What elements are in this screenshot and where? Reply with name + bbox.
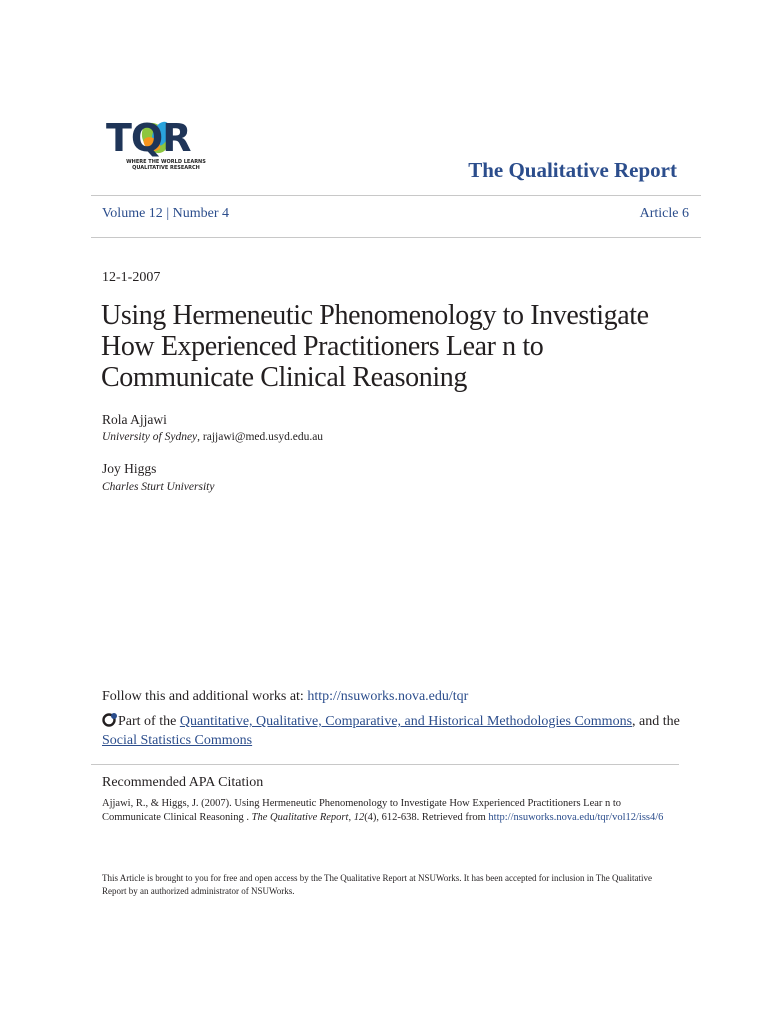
- commons-line: [102, 712, 692, 750]
- tqr-url-link[interactable]: http://nsuworks.nova.edu/tqr: [307, 689, 469, 704]
- citation-journal: The Qualitative Report: [251, 812, 349, 823]
- issue-info: [102, 206, 229, 222]
- volume-link[interactable]: Volume 12: [102, 206, 163, 221]
- author-name: Joy Higgs: [102, 461, 157, 476]
- access-note: This Article is brought to you for free and open access by the The Qualitative Report at NSUWorks. It has been accepted for inclusion in The Qualitative Report by an authorized administrator of NSUWorks.: [102, 873, 653, 896]
- author-email: , rajjawi@med.usyd.edu.au: [197, 431, 324, 443]
- citation-volume: 12: [353, 812, 365, 823]
- commons-icon: [102, 712, 118, 727]
- logo-tagline: WHERE THE WORLD LEARNS QUALITATIVE RESEARCH: [126, 159, 206, 171]
- tqr-logo: [106, 118, 216, 176]
- follow-line: [102, 689, 468, 705]
- paper-title: Using Hermeneutic Phenomenology to Investigate How Experienced Practitioners Lear n to Communicate Clinical Reasoning: [101, 300, 649, 393]
- follow-text: Follow this and additional works at:: [102, 689, 308, 704]
- citation-heading: Recommended APA Citation: [102, 775, 264, 790]
- divider: [91, 764, 679, 765]
- affiliation-name: University of Sydney: [102, 431, 198, 443]
- author-name: Rola Ajjawi: [102, 412, 167, 427]
- publication-date: 12-1-2007: [102, 270, 161, 285]
- divider: [91, 195, 701, 196]
- commons-prefix: Part of the: [118, 714, 180, 729]
- citation-part: (4), 612-638. Retrieved from: [364, 812, 489, 823]
- number-link[interactable]: Number 4: [172, 206, 230, 221]
- methodologies-commons-link[interactable]: Quantitative, Qualitative, Comparative, and Historical Methodologies Commons: [179, 714, 633, 729]
- social-statistics-commons-link[interactable]: Social Statistics Commons: [102, 733, 253, 748]
- author-affiliation: Charles Sturt University: [102, 481, 215, 493]
- article-link[interactable]: Article 6: [639, 206, 689, 221]
- commons-middle: , and the: [632, 714, 680, 729]
- citation-text: [102, 797, 682, 825]
- citation-part: Ajjawi, R., & Higgs, J. (2007). Using Hermeneutic Phenomenology to Investigate How Experienced Practitioners Lear n to Communicate Clinical Reasoning .: [102, 798, 622, 823]
- issue-separator: |: [162, 206, 173, 221]
- journal-title[interactable]: The Qualitative Report: [468, 158, 677, 182]
- citation-part: ,: [348, 812, 354, 823]
- author-affiliation: [102, 431, 323, 443]
- citation-url-link[interactable]: http://nsuworks.nova.edu/tqr/vol12/iss4/6: [488, 812, 664, 823]
- divider: [91, 237, 701, 238]
- logo-wordmark: TQR: [106, 116, 191, 160]
